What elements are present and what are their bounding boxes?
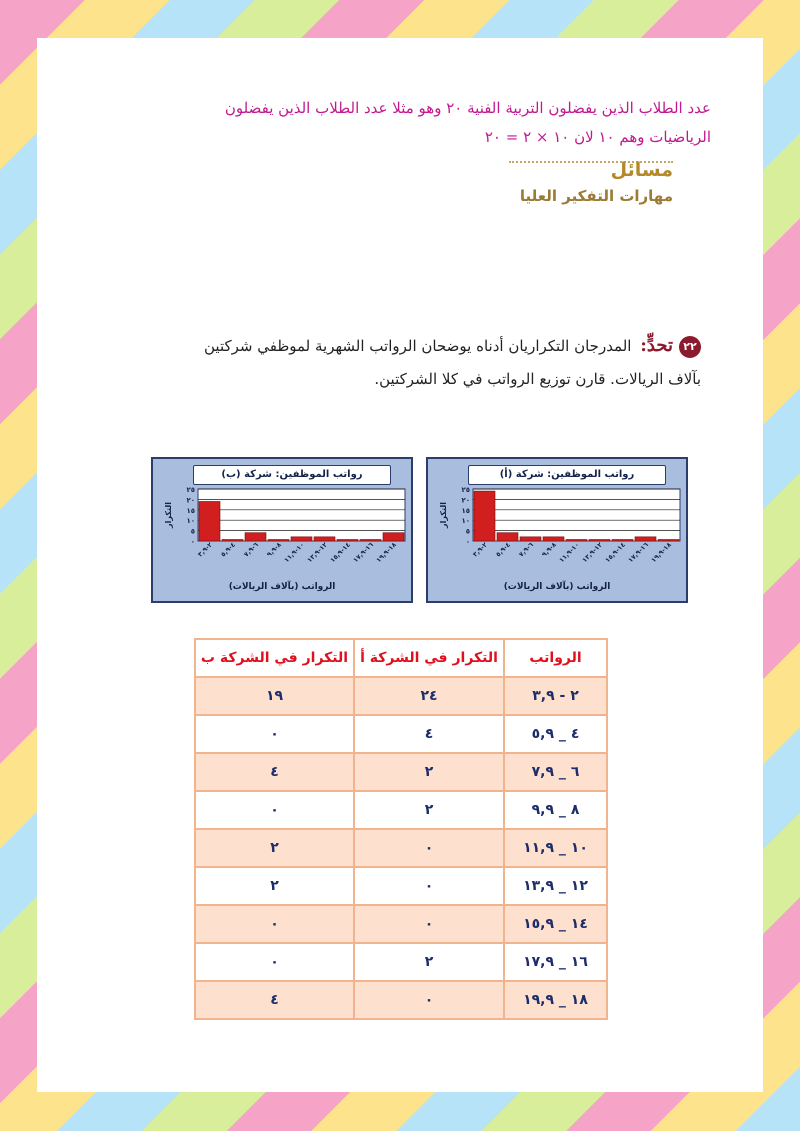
histogram-bar: [199, 501, 220, 541]
y-tick-label: ١٠: [186, 517, 195, 526]
cell-salary-range: ٨ _ ٩,٩: [504, 791, 607, 829]
x-tick-label: ٤-٥,٩: [494, 540, 512, 559]
cell-freq-b: ٠: [195, 905, 354, 943]
cell-freq-b: ٠: [195, 715, 354, 753]
table-row: [195, 905, 607, 943]
table-row: [195, 943, 607, 981]
cell-salary-range: ٦ _ ٧,٩: [504, 753, 607, 791]
table-row: [195, 829, 607, 867]
cell-freq-a: ٤: [354, 715, 504, 753]
histogram-bar: [543, 537, 564, 541]
table-header-row: [195, 639, 607, 677]
chart-plot-area: [153, 459, 411, 601]
histogram-company-a: [426, 457, 688, 603]
cell-freq-a: ٢: [354, 791, 504, 829]
header-freq-a: التكرار في الشركة أ: [354, 639, 504, 677]
header-freq-b: التكرار في الشركة ب: [195, 639, 354, 677]
cell-freq-b: ٢: [195, 867, 354, 905]
histogram-bar: [314, 537, 335, 541]
cell-salary-range: ٤ _ ٥,٩: [504, 715, 607, 753]
cell-freq-a: ٠: [354, 905, 504, 943]
table-body: [195, 677, 607, 1019]
y-axis-label: التكرار: [439, 502, 448, 528]
y-tick-label: ١٥: [186, 506, 195, 515]
x-tick-label: ١٤-١٥,٩: [603, 540, 627, 565]
x-tick-label: ٦-٧,٩: [242, 540, 260, 559]
y-tick-label: ٢٠: [461, 496, 470, 505]
section-title: مسائل: [610, 159, 673, 181]
histogram-company-b: [151, 457, 413, 603]
x-tick-label: ١٢-١٣,٩: [305, 540, 329, 565]
histogram-bar: [635, 537, 656, 541]
histogram-bar: [474, 491, 495, 541]
chart-xlabel: الرواتب (بآلاف الريالات): [503, 582, 611, 592]
chart-xlabel: الرواتب (بآلاف الريالات): [228, 582, 336, 592]
histogram-bar: [520, 537, 541, 541]
problem-statement: [187, 329, 701, 396]
cell-salary-range: ٢ - ٣,٩: [504, 677, 607, 715]
table-row: [195, 867, 607, 905]
histogram-bar: [291, 537, 312, 541]
y-tick-label: ٥: [465, 527, 470, 536]
x-tick-label: ١٤-١٥,٩: [328, 540, 352, 565]
problem-number-badge: ٢٢: [679, 336, 701, 358]
cell-salary-range: ١٦ _ ١٧,٩: [504, 943, 607, 981]
y-tick-label: ٢٥: [186, 486, 195, 494]
frequency-table: [194, 638, 608, 1020]
section-subtitle: مهارات التفكير العليا: [519, 187, 673, 205]
cell-salary-range: ١٤ _ ١٥,٩: [504, 905, 607, 943]
cell-salary-range: ١٢ _ ١٣,٩: [504, 867, 607, 905]
cell-salary-range: ١٨ _ ١٩,٩: [504, 981, 607, 1019]
histogram-bar: [383, 533, 404, 541]
page-sheet: [37, 38, 763, 1092]
histogram-bar: [612, 540, 633, 542]
intro-line-2: الرياضيات وهم ١٠ لان ١٠ × ٢ = ٢٠: [484, 128, 711, 146]
intro-line-1: عدد الطلاب الذين يفضلون التربية الفنية ٢٠ وهو مثلا عدد الطلاب الذين يفضلون: [224, 99, 711, 117]
x-tick-label: ٨-٩,٩: [265, 540, 283, 559]
cell-freq-a: ٢: [354, 943, 504, 981]
histogram-bar: [245, 533, 266, 541]
histogram-bar: [337, 540, 358, 542]
histogram-bar: [360, 540, 381, 542]
cell-salary-range: ١٠ _ ١١,٩: [504, 829, 607, 867]
cell-freq-b: ١٩: [195, 677, 354, 715]
x-tick-label: ١٢-١٣,٩: [580, 540, 604, 565]
cell-freq-b: ٤: [195, 753, 354, 791]
y-tick-label: ١٥: [461, 506, 470, 515]
cell-freq-b: ٢: [195, 829, 354, 867]
header-salaries: الرواتب: [504, 639, 607, 677]
cell-freq-b: ٤: [195, 981, 354, 1019]
x-tick-label: ١٠-١١,٩: [282, 540, 306, 565]
cell-freq-a: ٢٤: [354, 677, 504, 715]
x-tick-label: ٨-٩,٩: [540, 540, 558, 559]
histogram-bar: [268, 540, 289, 542]
y-tick-label: ١٠: [461, 517, 470, 526]
table-row: [195, 677, 607, 715]
histogram-bar: [497, 533, 518, 541]
y-tick-label: ٠: [190, 538, 195, 546]
histogram-bar: [566, 540, 587, 542]
problem-text: المدرجان التكراريان أدناه يوضحان الرواتب الشهرية لموظفي شركتين بآلاف الريالات. قارن توزيع الرواتب في كلا الشركتين.: [204, 337, 701, 388]
intro-text: [97, 94, 711, 152]
x-tick-label: ٢-٣,٩: [471, 540, 489, 559]
y-tick-label: ٥: [190, 527, 195, 536]
x-tick-label: ١٨-١٩,٩: [374, 540, 398, 565]
plot-background: [198, 489, 405, 541]
cell-freq-a: ٢: [354, 753, 504, 791]
x-tick-label: ٤-٥,٩: [219, 540, 237, 559]
histogram-bar: [658, 540, 679, 542]
cell-freq-a: ٠: [354, 867, 504, 905]
cell-freq-a: ٠: [354, 981, 504, 1019]
problem-tag: تحدٍّ:: [640, 335, 673, 356]
y-tick-label: ٢٥: [461, 486, 470, 494]
x-tick-label: ١٨-١٩,٩: [649, 540, 673, 565]
y-axis-label: التكرار: [164, 502, 173, 528]
x-tick-label: ٦-٧,٩: [517, 540, 535, 559]
histogram-bar: [222, 540, 243, 542]
cell-freq-a: ٠: [354, 829, 504, 867]
cell-freq-b: ٠: [195, 943, 354, 981]
table-row: [195, 715, 607, 753]
x-tick-label: ٢-٣,٩: [196, 540, 214, 559]
chart-plot-area: [428, 459, 686, 601]
x-tick-label: ١٦-١٧,٩: [351, 540, 375, 565]
y-tick-label: ٠: [465, 538, 470, 546]
table-row: [195, 791, 607, 829]
cell-freq-b: ٠: [195, 791, 354, 829]
chart-title: رواتب الموظفين: شركة (أ): [468, 465, 666, 485]
table-row: [195, 753, 607, 791]
chart-title: رواتب الموظفين: شركة (ب): [193, 465, 391, 485]
table-row: [195, 981, 607, 1019]
x-tick-label: ١٦-١٧,٩: [626, 540, 650, 565]
y-tick-label: ٢٠: [186, 496, 195, 505]
histogram-bar: [589, 540, 610, 542]
x-tick-label: ١٠-١١,٩: [557, 540, 581, 565]
